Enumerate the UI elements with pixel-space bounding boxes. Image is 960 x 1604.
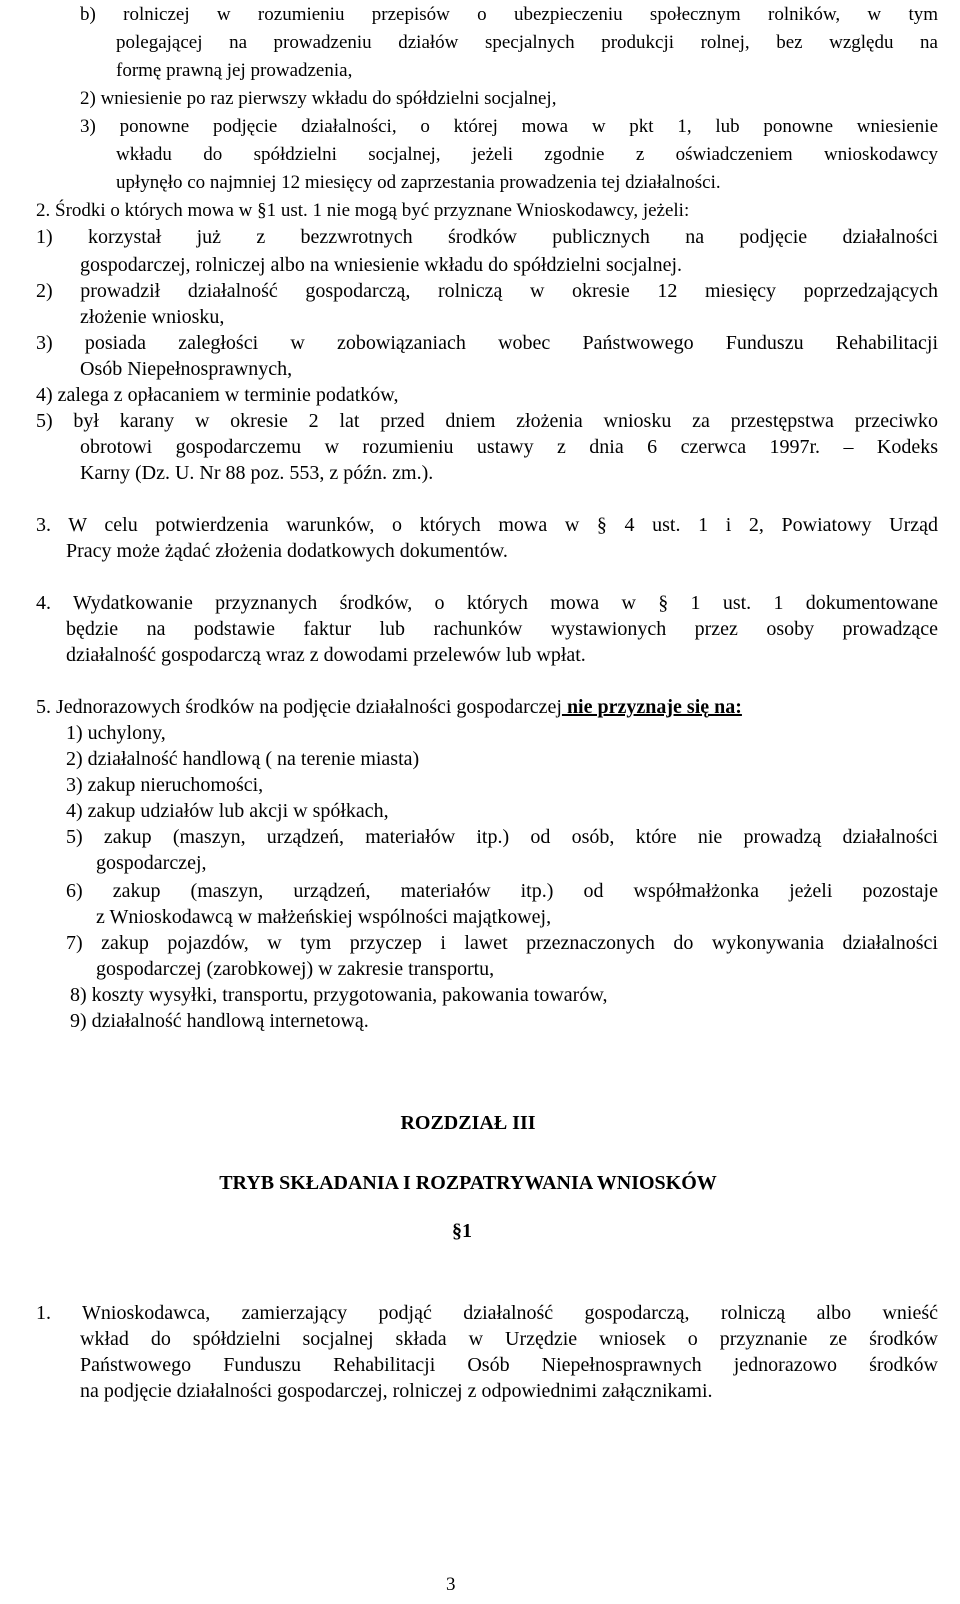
text-line: Pracy może żądać złożenia dodatkowych dokumentów. <box>66 540 508 562</box>
text-line: wkładu do spółdzielni socjalnej, jeżeli zgodnie z oświadczeniem wnioskodawcy <box>116 144 938 165</box>
list-item: 5) zakup (maszyn, urządzeń, materiałów itp.) od osób, które nie prowadzą działalności <box>66 826 938 848</box>
text-line: 3) posiada zaległości w zobowiązaniach wobec Państwowego Funduszu Rehabilitacji <box>36 332 938 354</box>
text-line: 2) wniesienie po raz pierwszy wkładu do spółdzielni socjalnej, <box>80 88 557 109</box>
text-line: upłynęło co najmniej 12 miesięcy od zaprzestania prowadzenia tej działalności. <box>116 172 721 193</box>
emphasis-text: nie przyznaje się na: <box>561 696 742 718</box>
text-line: Karny (Dz. U. Nr 88 poz. 553, z późn. zm.). <box>80 462 434 484</box>
text-line: 2. Środki o których mowa w §1 ust. 1 nie mogą być przyznane Wnioskodawcy, jeżeli: <box>36 200 690 221</box>
page-number: 3 <box>446 1574 456 1595</box>
text-line: formę prawną jej prowadzenia, <box>116 60 353 81</box>
text-line: 1) korzystał już z bezzwrotnych środków publicznych na podjęcie działalności <box>36 226 938 248</box>
list-item: 9) działalność handlową internetową. <box>70 1010 369 1032</box>
text-line: obrotowi gospodarczemu w rozumieniu ustawy z dnia 6 czerwca 1997r. – Kodeks <box>80 436 938 458</box>
text-line: działalność gospodarczą wraz z dowodami przelewów lub wpłat. <box>66 644 586 666</box>
text-line: gospodarczej, rolniczej albo na wniesienie wkładu do spółdzielni socjalnej. <box>80 254 683 276</box>
text-line: gospodarczej, <box>96 852 207 874</box>
text-line: 4) zalega z opłacaniem w terminie podatków, <box>36 384 399 406</box>
text-line: złożenie wniosku, <box>80 306 225 328</box>
text-line: polegającej na prowadzeniu działów specjalnych produkcji rolnej, bez względu na <box>116 32 938 53</box>
text-line: 4. Wydatkowanie przyznanych środków, o których mowa w § 1 ust. 1 dokumentowane <box>36 592 938 614</box>
section-5-intro <box>36 694 742 720</box>
text-line: wkład do spółdzielni socjalnej składa w Urzędzie wniosek o przyznanie ze środków <box>80 1328 938 1350</box>
text-line: 5) był karany w okresie 2 lat przed dniem złożenia wniosku za przestępstwa przeciwko <box>36 410 938 432</box>
list-item: 7) zakup pojazdów, w tym przyczep i lawet przeznaczonych do wykonywania działalności <box>66 932 938 954</box>
paragraph-mark: §1 <box>452 1220 472 1242</box>
text-line: Osób Niepełnosprawnych, <box>80 358 293 380</box>
text-line: będzie na podstawie faktur lub rachunków wystawionych przez osoby prowadzące <box>66 618 938 640</box>
text-line: na podjęcie działalności gospodarczej, rolniczej z odpowiednimi załącznikami. <box>80 1380 713 1402</box>
list-item: 4) zakup udziałów lub akcji w spółkach, <box>66 800 389 822</box>
list-item: 6) zakup (maszyn, urządzeń, materiałów itp.) od współmałżonka jeżeli pozostaje <box>66 880 938 902</box>
text-line: gospodarczej (zarobkowej) w zakresie transportu, <box>96 958 495 980</box>
list-item: 3) zakup nieruchomości, <box>66 774 264 796</box>
text-line: 5. Jednorazowych środków na podjęcie działalności gospodarczej <box>36 696 562 718</box>
text-line: z Wnioskodawcą w małżeńskiej wspólności majątkowej, <box>96 906 552 928</box>
text-line: Państwowego Funduszu Rehabilitacji Osób Niepełnosprawnych jednorazowo środków <box>80 1354 938 1376</box>
text-line: 2) prowadził działalność gospodarczą, rolniczą w okresie 12 miesięcy poprzedzających <box>36 280 938 302</box>
list-item: 8) koszty wysyłki, transportu, przygotowania, pakowania towarów, <box>70 984 608 1006</box>
list-item: 2) działalność handlową ( na terenie miasta) <box>66 748 420 770</box>
text-line: b) rolniczej w rozumieniu przepisów o ubezpieczeniu społecznym rolników, w tym <box>80 4 938 25</box>
text-line: 3) ponowne podjęcie działalności, o której mowa w pkt 1, lub ponowne wniesienie <box>80 116 938 137</box>
text-line: 1. Wnioskodawca, zamierzający podjąć działalność gospodarczą, rolniczą albo wnieść <box>36 1302 938 1324</box>
chapter-title: TRYB SKŁADANIA I ROZPATRYWANIA WNIOSKÓW <box>219 1172 717 1194</box>
list-item: 1) uchylony, <box>66 722 166 744</box>
chapter-heading: ROZDZIAŁ III <box>400 1112 536 1134</box>
text-line: 3. W celu potwierdzenia warunków, o których mowa w § 4 ust. 1 i 2, Powiatowy Urząd <box>36 514 938 536</box>
